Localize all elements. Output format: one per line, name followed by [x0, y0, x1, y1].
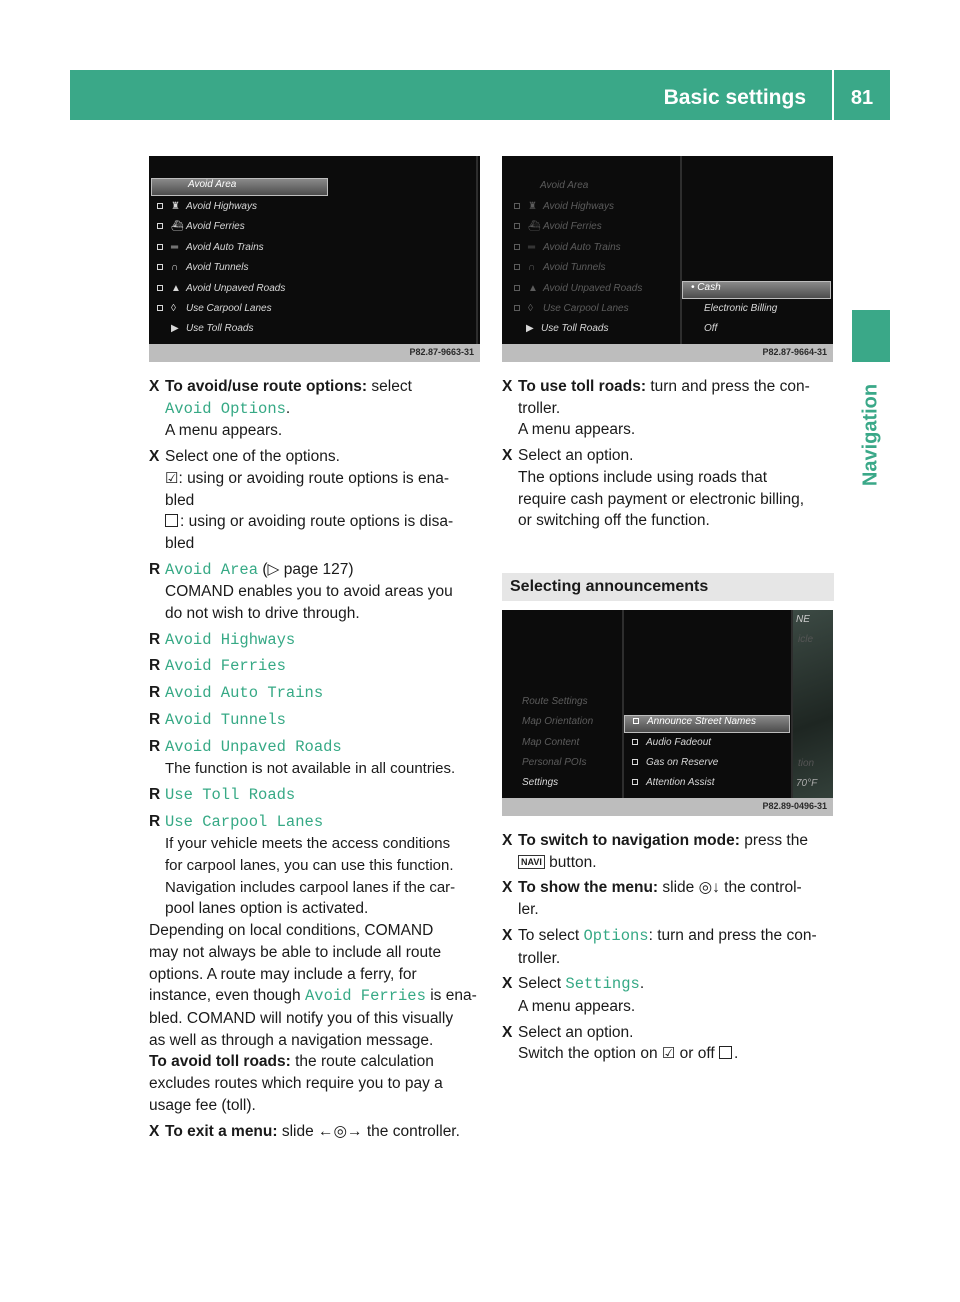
menu-item[interactable]: ═ Avoid Auto Trains: [157, 242, 264, 260]
unchecked-box-icon: [719, 1046, 732, 1059]
step: X To use toll roads: turn and press the con-: [502, 378, 810, 395]
menu-item[interactable]: ◊ Use Carpool Lanes: [157, 303, 272, 321]
screenshot-announcements: NE icle tion 70°F Route Settings Map Orientation Map Content Personal POIs Settings Announce Street Names Audio Fadeout Gas on Reserve Attention Assist P82.89-0496-31: [502, 610, 833, 816]
step: X Select one of the options.: [149, 448, 340, 466]
step: X To show the menu: slide ◎↓ the control-: [502, 879, 802, 897]
list-item: R Avoid Ferries: [149, 657, 286, 676]
option-gas-on-reserve[interactable]: Gas on Reserve: [632, 757, 718, 775]
menu-item[interactable]: ∩ Avoid Tunnels: [157, 262, 248, 280]
option-electronic-billing[interactable]: Electronic Billing: [704, 303, 778, 314]
option-announce-street-names[interactable]: Announce Street Names: [624, 715, 790, 733]
step: X To avoid/use route options: select: [149, 378, 412, 395]
option-off[interactable]: Off: [704, 323, 718, 334]
step: X Select Settings.: [502, 975, 645, 994]
menu-item-avoid-area[interactable]: Avoid Area: [151, 178, 328, 196]
page-header: [70, 70, 890, 120]
menu-item[interactable]: ⛴ Avoid Ferries: [157, 221, 245, 239]
right-column-top: X To use toll roads: turn and press the con- troller. A menu appears. X Select an option. The options include using roads that require cash payment or electronic billing, or switching off the function.: [502, 376, 837, 532]
list-item: R Avoid Area (▷ page 127): [149, 560, 354, 579]
menu-item[interactable]: ▶ Use Toll Roads: [171, 323, 254, 334]
option-attention-assist[interactable]: Attention Assist: [632, 777, 715, 795]
menu-item-settings[interactable]: Settings: [522, 777, 559, 788]
menu-item[interactable]: ♜ Avoid Highways: [157, 201, 257, 219]
section-title: Basic settings: [663, 86, 806, 109]
checked-box-icon: ☑: [661, 1045, 676, 1063]
list-item: R Avoid Auto Trains: [149, 684, 324, 703]
step: X To exit a menu: slide ←◎→ the controller.: [149, 1122, 460, 1140]
step: X To select Options: turn and press the con-: [502, 926, 817, 945]
right-column-bottom: X To switch to navigation mode: press the NAVI button. X To show the menu: slide ◎↓ the control- ler. X To select Options: turn and press the con- troller. X Select Settings. A menu appears. X Select an option. Switch the option on ☑ or off .: [502, 830, 837, 1065]
step: X Select an option.: [502, 447, 634, 465]
screenshot-route-options: Avoid Area ♜ Avoid Highways ⛴ Avoid Ferries ═ Avoid Auto Trains ∩ Avoid Tunnels ▲ Avoid Unpaved Roads ◊ Use Carpool Lanes ▶ Use Toll Roads P82.87-9663-31: [149, 156, 480, 362]
option-cash[interactable]: • Cash: [682, 281, 831, 299]
checked-box-icon: ☑: [165, 469, 179, 487]
list-item: R Use Toll Roads: [149, 785, 296, 804]
left-column: X To avoid/use route options: select Avoid Options. A menu appears. X Select one of the options. ☑: using or avoiding route options is ena- bled : using or avoiding route options is disa- bled R Avoid Area (▷ page 127) COMAND enables you to avoid areas you do not wish to drive through. R Avoid Highways R Avoid Ferries R Avoid Auto Trains R Avoid Tunnels R Avoid Unpaved Roads The function is not available in all countries. R Use Toll Roads R Use Carpool Lanes If your vehicle meets the access conditions for carpool lanes, you can use this function. Navigation includes carpool lanes if the car- pool lanes option is activated. Depending on local conditions, COMAND may not always be able to include all route options. A route may include a ferry, for instance, even though Avoid Ferries is ena- bled. COMAND will notify you of this visually as well as through a navigation message. To avoid toll roads: the route calculation excludes routes which require you to pay a usage fee (toll). X To exit a menu: slide ←◎→ the controller.: [149, 376, 484, 1142]
step: X To switch to navigation mode: press the: [502, 832, 808, 849]
chapter-tab: [852, 310, 890, 362]
menu-item-use-toll-roads[interactable]: ▶ Use Toll Roads: [526, 323, 609, 334]
section-heading: Selecting announcements: [502, 573, 834, 601]
option-audio-fadeout[interactable]: Audio Fadeout: [632, 737, 711, 755]
menu-item[interactable]: ▲ Avoid Unpaved Roads: [157, 283, 285, 301]
chapter-label: Navigation: [859, 383, 882, 487]
page-number: 81: [850, 87, 874, 109]
navi-key-icon: NAVI: [518, 855, 545, 869]
list-item: R Use Carpool Lanes: [149, 812, 324, 831]
list-item: R Avoid Highways: [149, 630, 296, 649]
step: X Select an option.: [502, 1023, 634, 1041]
list-item: R Avoid Unpaved Roads: [149, 737, 342, 756]
list-item: R Avoid Tunnels: [149, 710, 286, 729]
unchecked-box-icon: [165, 514, 178, 527]
screenshot-toll-options: Avoid Area ♜ Avoid Highways ⛴ Avoid Ferries ═ Avoid Auto Trains ∩ Avoid Tunnels ▲ Avoid Unpaved Roads ◊ Use Carpool Lanes ▶ Use Toll Roads • Cash Electronic Billing Off P82.87-9664-31: [502, 156, 833, 362]
